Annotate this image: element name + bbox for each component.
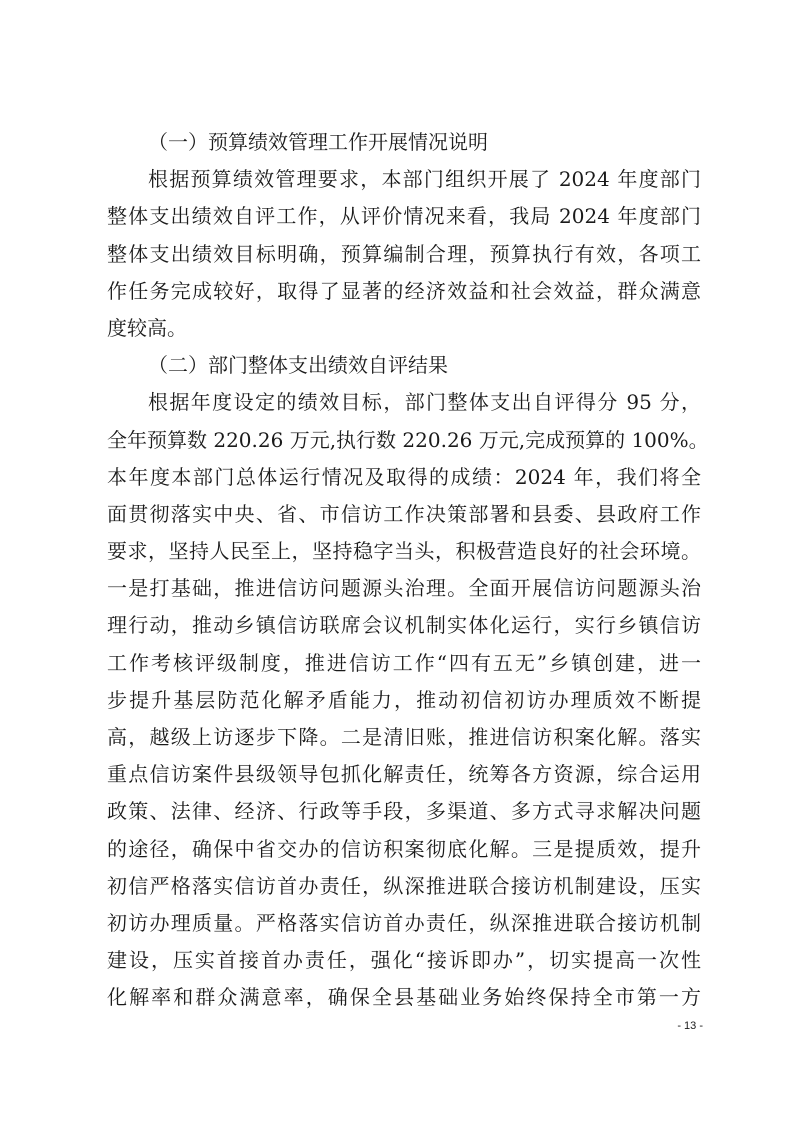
paragraph-line: 建设，压实首接首办责任，强化“接诉即办”，切实提高一次性	[107, 948, 701, 973]
paragraph-line: 根据年度设定的绩效目标，部门整体支出自评得分 95 分，	[148, 390, 701, 415]
paragraph-line: 根据预算绩效管理要求，本部门组织开展了 2024 年度部门	[148, 167, 701, 192]
paragraph-line: 度较高。	[107, 315, 187, 340]
paragraph-line: 步提升基层防范化解矛盾能力，推动初信初访办理质效不断提	[107, 687, 701, 712]
paragraph-line: 作任务完成较好，取得了显著的经济效益和社会效益，群众满意	[107, 278, 701, 303]
section-heading: （一）预算绩效管理工作开展情况说明	[148, 130, 488, 154]
paragraph-line: 高，越级上访逐步下降。二是清旧账，推进信访积案化解。落实	[107, 725, 701, 749]
paragraph-line: 初访办理质量。严格落实信访首办责任，纵深推进联合接访机制	[107, 910, 701, 935]
paragraph-line: 一是打基础，推进信访问题源头治理。全面开展信访问题源头治	[107, 576, 701, 601]
paragraph-line: 工作考核评级制度，推进信访工作“四有五无”乡镇创建，进一	[107, 650, 701, 675]
paragraph-line: 面贯彻落实中央、省、市信访工作决策部署和县委、县政府工作	[107, 501, 701, 526]
section-heading: （二）部门整体支出绩效自评结果	[148, 353, 448, 378]
paragraph-line: 初信严格落实信访首办责任，纵深推进联合接访机制建设，压实	[107, 873, 701, 898]
paragraph-line: 整体支出绩效目标明确，预算编制合理，预算执行有效，各项工	[107, 241, 701, 266]
paragraph-line: 要求，坚持人民至上，坚持稳字当头，积极营造良好的社会环境。	[107, 539, 701, 564]
paragraph-line: 本年度本部门总体运行情况及取得的成绩：2024 年，我们将全	[107, 464, 701, 489]
paragraph-line: 化解率和群众满意率，确保全县基础业务始终保持全市第一方	[107, 985, 701, 1010]
paragraph-line: 的途径，确保中省交办的信访积案彻底化解。三是提质效，提升	[107, 836, 701, 861]
paragraph-line: 重点信访案件县级领导包抓化解责任，统筹各方资源，综合运用	[107, 762, 701, 787]
paragraph-line: 整体支出绩效自评工作，从评价情况来看，我局 2024 年度部门	[107, 204, 701, 229]
paragraph-line: 全年预算数 220.26 万元,执行数 220.26 万元,完成预算的 100%。	[107, 427, 709, 452]
page-number: - 13 -	[677, 1020, 703, 1032]
paragraph-line: 理行动，推动乡镇信访联席会议机制实体化运行，实行乡镇信访	[107, 613, 701, 638]
paragraph-line: 政策、法律、经济、行政等手段，多渠道、多方式寻求解决问题	[107, 799, 701, 824]
document-body	[107, 124, 709, 1017]
